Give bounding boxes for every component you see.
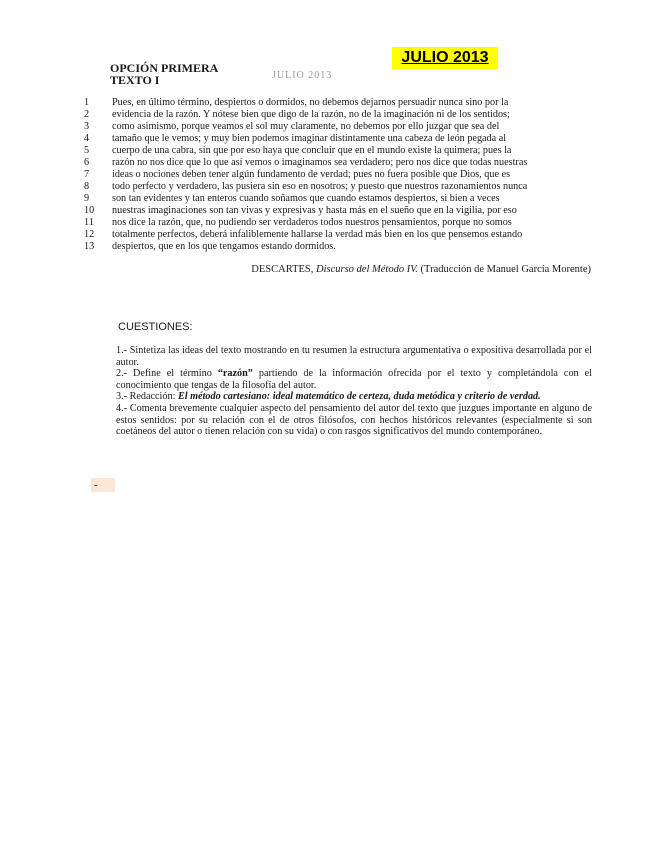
text-line bbox=[80, 145, 592, 157]
line-number: 7 bbox=[84, 169, 90, 180]
text-heading: TEXTO I bbox=[110, 73, 160, 87]
text-line bbox=[80, 181, 592, 193]
line-text: nuestras imaginaciones son tan vivas y expresivas y hasta más en el sueño que en la vigilia, por eso bbox=[112, 205, 517, 216]
line-text: evidencia de la razón. Y nótese bien que digo de la razón, no de la imaginación ni de los sentidos; bbox=[112, 109, 510, 120]
text-line bbox=[80, 169, 592, 181]
text-line bbox=[80, 229, 592, 241]
question-3 bbox=[116, 391, 592, 403]
question-4: 4.- Comenta brevemente cualquier aspecto del pensamiento del autor del texto que juzgues importante en alguno de estos sentidos: por su relación con el de otros filósofos, con hechos históricos relevantes (especialmente si son coetáneos del autor o tienen relación con su vida) o con rasgos significativos del mundo contemporáneo. bbox=[116, 402, 592, 438]
attribution-work: Discurso del Método IV. bbox=[316, 264, 418, 275]
line-text: ideas o nociones deben tener algún fundamento de verdad; pues no fuera posible que Dios, que es bbox=[112, 169, 511, 180]
line-text: cuerpo de una cabra, sin que por eso haya que concluir que en el mundo existe la quimera; pues la bbox=[112, 145, 512, 156]
line-number: 10 bbox=[84, 205, 95, 216]
line-text: son tan evidentes y tan enteros cuando soñamos que cuando estamos despiertos, si bien a veces bbox=[112, 193, 500, 204]
line-text: como asimismo, porque veamos el sol muy claramente, no debemos por ello juzgar que sea del bbox=[112, 121, 500, 132]
question-1: 1.- Sintetiza las ideas del texto mostrando en tu resumen la estructura argumentativa o expositiva desarrollada por el autor. bbox=[116, 345, 592, 368]
line-number: 5 bbox=[84, 145, 90, 156]
question-3-pre: 3.- Redacción: bbox=[116, 391, 178, 403]
line-text: todo perfecto y verdadero, las pusiera sin eso en nosotros; y puesto que nuestros razonamientos nunca bbox=[112, 181, 528, 192]
text-line bbox=[80, 241, 592, 253]
line-text: despiertos, que en los que tengamos estando dormidos. bbox=[112, 241, 336, 252]
text-line bbox=[80, 109, 592, 121]
line-number: 3 bbox=[84, 121, 90, 132]
line-number: 4 bbox=[84, 133, 90, 144]
line-text: nos dice la razón, que, no pudiendo ser verdaderos todos nuestros pensamientos, porque no somos bbox=[112, 217, 512, 228]
line-number: 1 bbox=[84, 97, 90, 108]
line-number: 11 bbox=[84, 217, 94, 228]
questions-list bbox=[116, 345, 592, 438]
highlight-mark: - bbox=[91, 478, 115, 492]
line-text: razón no nos dice que lo que así vemos o imaginamos sea verdadero; pero nos dice que todas nuestras bbox=[112, 157, 528, 168]
numbered-text-block bbox=[80, 97, 592, 253]
question-2-pre: 2.- Define el término bbox=[116, 368, 218, 380]
text-line bbox=[80, 121, 592, 133]
attribution-translation: (Traducción de Manuel García Morente) bbox=[417, 264, 591, 275]
attribution-author: DESCARTES, bbox=[251, 264, 317, 275]
source-attribution bbox=[251, 264, 591, 275]
question-2 bbox=[116, 368, 592, 391]
line-text: Pues, en último término, despiertos o dormidos, no debemos dejarnos persuadir nunca sino por la bbox=[112, 97, 509, 108]
question-2-term: “razón” bbox=[217, 368, 253, 380]
text-line bbox=[80, 97, 592, 109]
question-3-topic: El método cartesiano: ideal matemático de certeza, duda metódica y criterio de verdad. bbox=[177, 391, 541, 403]
faint-date-stamp: JULIO 2013 bbox=[272, 70, 333, 81]
text-line bbox=[80, 217, 592, 229]
option-heading: OPCIÓN PRIMERA bbox=[110, 61, 219, 75]
line-number: 13 bbox=[84, 241, 95, 252]
text-line bbox=[80, 193, 592, 205]
line-number: 6 bbox=[84, 157, 90, 168]
line-text: tamaño que le vemos; y muy bien podemos imaginar distintamente una cabeza de león pegada al bbox=[112, 133, 507, 144]
text-line bbox=[80, 205, 592, 217]
line-number: 8 bbox=[84, 181, 90, 192]
text-line bbox=[80, 133, 592, 145]
line-text: totalmente perfectos, deberá infaliblemente hallarse la verdad más bien en los que pensemos estando bbox=[112, 229, 523, 240]
line-number: 2 bbox=[84, 109, 90, 120]
question-2-post: partiendo de la información ofrecida por el texto y completándola con el conocimiento que tengas de la filosofía del autor. bbox=[116, 368, 592, 391]
line-number: 9 bbox=[84, 193, 90, 204]
exam-date-badge: JULIO 2013 bbox=[392, 47, 498, 69]
line-number: 12 bbox=[84, 229, 95, 240]
questions-heading: CUESTIONES: bbox=[118, 321, 193, 333]
text-line bbox=[80, 157, 592, 169]
